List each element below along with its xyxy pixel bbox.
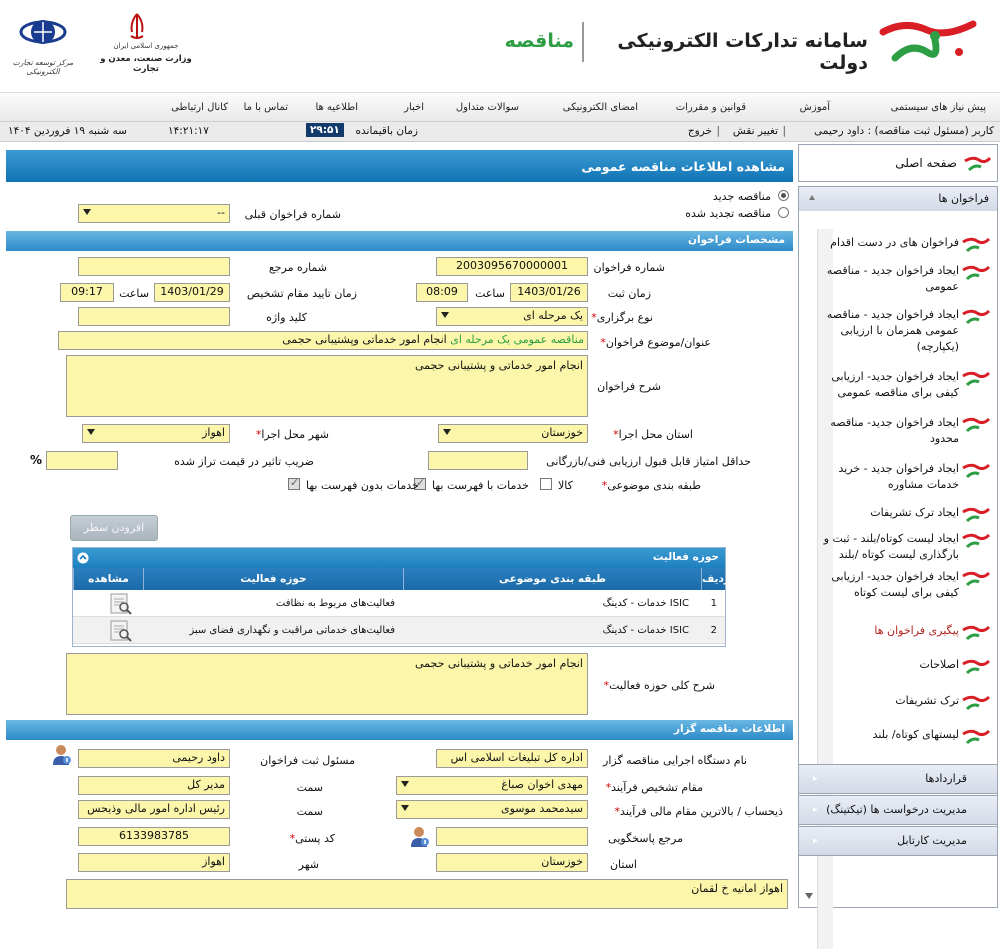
remaining-label: زمان باقیمانده: [355, 125, 418, 137]
sidebar-contracts[interactable]: [798, 764, 998, 794]
authority-select[interactable]: [396, 776, 588, 795]
menu-channel[interactable]: کانال ارتباطی: [171, 102, 228, 113]
activity-desc-textarea[interactable]: انجام امور خدماتی و پشتیبانی حجمی: [66, 653, 588, 715]
hold-type-select[interactable]: [436, 307, 588, 326]
setad-small-logo: [961, 623, 991, 641]
sidebar-item-label: ایجاد لیست کوتاه/بلند - ثبت و بارگذاری لیست کوتاه /بلند: [823, 532, 959, 561]
setad-small-logo: [961, 693, 991, 711]
required-mark: *: [591, 311, 597, 324]
prev-call-select[interactable]: [78, 204, 230, 223]
desc-label: شرح فراخوان: [597, 380, 661, 393]
cat-goods-label: کالا: [558, 479, 573, 492]
setad-small-logo: [961, 727, 991, 745]
site-header: [0, 0, 1000, 93]
menu-laws[interactable]: قوانین و مقررات: [675, 102, 746, 113]
resp-label: مرجع پاسخگویی: [608, 832, 683, 845]
approve-date-field[interactable]: 1403/01/29: [154, 283, 230, 302]
fin-text: ذیحساب / بالاترین مقام مالی فرآیند: [620, 805, 783, 818]
sidebar-item-new-shortlist-quality[interactable]: [813, 569, 993, 601]
radio-renew-label: مناقصه تجدید شده: [685, 207, 771, 220]
ministry-line2: وزارت صنعت، معدن و تجارت: [100, 54, 192, 74]
menu-prereq[interactable]: پیش نیاز های سیستمی: [890, 102, 986, 113]
clock: ۱۴:۲۱:۱۷: [168, 125, 209, 137]
chevron-down-icon: [83, 209, 91, 215]
sidebar-item-label: ایجاد فراخوان جدید- ارزیابی کیفی برای مناقصه عمومی: [831, 370, 959, 399]
logout-link[interactable]: خروج: [687, 125, 712, 137]
activity-grid-header: حوزه فعالیت: [73, 548, 725, 568]
row-field: فعالیت‌های خدماتی مراقبت و نگهداری فضای سبز: [189, 625, 395, 636]
setad-small-logo: [961, 415, 991, 433]
ref-no-label: شماره مرجع: [268, 261, 327, 274]
sidebar-item-new-consulting[interactable]: [813, 461, 993, 493]
row-no: 2: [710, 625, 717, 636]
city-select[interactable]: [82, 424, 230, 443]
category-label: [602, 479, 701, 492]
province-label: [613, 428, 693, 441]
reg-hour-label: ساعت: [475, 287, 505, 300]
city-text: شهر محل اجرا: [261, 428, 329, 441]
call-no-field[interactable]: 2003095670000001: [436, 257, 588, 276]
postal-label: [290, 832, 335, 845]
sidebar-tickets[interactable]: [798, 795, 998, 825]
min-score-field[interactable]: [428, 451, 528, 470]
chevron-up-icon: [809, 195, 815, 200]
org-section-header: اطلاعات مناقصه گزار: [6, 720, 793, 740]
sidebar-item-label: فراخوان های در دست اقدام: [830, 236, 959, 249]
fin-select[interactable]: [396, 800, 588, 819]
top-menu-bar: [0, 94, 1000, 122]
sidebar-home[interactable]: [798, 144, 998, 182]
reg-date-field[interactable]: 1403/01/26: [510, 283, 588, 302]
sidebar-item-waivers[interactable]: [813, 693, 993, 709]
radio-new-tender[interactable]: [778, 190, 789, 201]
date: سه شنبه ۱۹ فروردین ۱۴۰۴: [8, 125, 127, 137]
emblem-icon: [126, 12, 148, 40]
required-mark: *: [601, 479, 608, 492]
city-label: [256, 428, 329, 441]
table-row[interactable]: [73, 590, 725, 617]
required-mark: *: [255, 428, 262, 441]
sidebar-item-label: ایجاد فراخوان جدید- ارزیابی کیفی برای لیست کوتاه: [831, 570, 959, 599]
call-no-label: شماره فراخوان: [593, 261, 665, 274]
setad-small-logo: [961, 657, 991, 675]
menu-faq[interactable]: سوالات متداول: [455, 102, 519, 113]
col-view: مشاهده: [73, 568, 143, 590]
col-category: طبقه بندی موضوعی: [403, 568, 701, 590]
org-province-label: استان: [609, 858, 637, 871]
row-field: فعالیت‌های مربوط به نظافت: [275, 598, 395, 609]
officer-field[interactable]: داود رحیمی: [78, 749, 230, 768]
hold-type-value: یک مرحله ای: [523, 309, 583, 322]
authority-text: مقام تشخیص فرآیند: [611, 781, 703, 794]
scroll-down-icon[interactable]: [805, 893, 813, 899]
sidebar-item-label: ایجاد فراخوان جدید - مناقصه عمومی: [826, 264, 959, 293]
sidebar-item-in-progress[interactable]: [813, 235, 993, 251]
chevron-right-icon: ▸: [813, 836, 818, 846]
sidebar-item-label: اصلاحات: [919, 658, 959, 671]
sidebar-cartable-label: مدیریت کارتابل: [897, 834, 967, 847]
activity-desc-text: شرح کلی حوزه فعالیت: [609, 679, 715, 692]
percent-sign: %: [30, 453, 43, 467]
approve-hour-field[interactable]: 09:17: [60, 283, 114, 302]
required-mark: *: [613, 428, 619, 441]
org-name-field[interactable]: اداره کل تبلیغات اسلامی اس: [436, 749, 588, 768]
cat-nolist-label: خدمات بدون فهرست بها: [306, 479, 419, 492]
sidebar-item-new-public[interactable]: [813, 263, 993, 295]
view-details-icon[interactable]: [109, 593, 133, 615]
authority-label: [606, 781, 703, 794]
subject-label: [600, 336, 711, 349]
row-category: خدمات - کدینگ ISIC: [602, 625, 689, 636]
setad-small-logo: [961, 369, 991, 387]
address-field[interactable]: اهواز امانیه خ لقمان: [66, 879, 788, 909]
reg-hour-field[interactable]: 08:09: [416, 283, 468, 302]
authority-value: مهدی اخوان صباغ: [501, 778, 583, 791]
spec-section-header: مشخصات فراخوان: [6, 231, 793, 251]
setad-small-logo: [961, 263, 991, 281]
reg-time-label: زمان ثبت: [607, 287, 651, 300]
system-title: سامانه تدارکات الکترونیکی دولت: [617, 30, 868, 74]
col-row-no: ردیف: [701, 568, 725, 590]
sidebar-item-track-calls[interactable]: [813, 623, 993, 639]
section-title: مناقصه: [504, 30, 574, 52]
keyword-label: کلید واژه: [266, 311, 307, 324]
page-title: مشاهده اطلاعات مناقصه عمومی: [6, 150, 793, 182]
row-category: خدمات - کدینگ ISIC: [602, 598, 689, 609]
activity-desc-label: [604, 679, 715, 692]
category-text: طبقه بندی موضوعی: [607, 479, 701, 492]
setad-small-logo: [961, 569, 991, 587]
hold-type-label: [591, 311, 653, 324]
coef-field[interactable]: [46, 451, 118, 470]
chevron-down-icon: [87, 429, 95, 435]
coef-label: ضریب تاثیر در قیمت تراز شده: [174, 455, 314, 468]
add-row-button[interactable]: افزودن سطر: [70, 515, 158, 541]
status-sep: |: [716, 125, 720, 137]
fin-label: [615, 805, 783, 818]
role-field[interactable]: مدیر کل: [78, 776, 230, 795]
org-province-field[interactable]: خوزستان: [436, 853, 588, 872]
officer-label: مسئول ثبت فراخوان: [260, 754, 355, 767]
setad-small-logo: [961, 531, 991, 549]
cat-list-label: خدمات با فهرست بها: [432, 479, 529, 492]
required-mark: *: [600, 336, 606, 349]
sidebar-item-label: ترک تشریفات: [895, 694, 959, 707]
sidebar-item-new-quality[interactable]: [813, 369, 993, 401]
approve-time-label: زمان تایید مقام تشخیص: [246, 287, 357, 300]
setad-small-logo: [961, 307, 991, 325]
approve-hour-label: ساعت: [119, 287, 149, 300]
table-row[interactable]: [73, 617, 725, 644]
ministry-logo: [96, 12, 206, 74]
required-mark: *: [603, 679, 610, 692]
setad-small-logo: [961, 461, 991, 479]
chevron-right-icon: ▸: [813, 774, 818, 784]
menu-news[interactable]: اخبار: [404, 102, 424, 113]
change-role-link[interactable]: تغییر نقش: [732, 125, 778, 137]
sidebar-tickets-label: مدیریت درخواست ها (تیکتینگ): [826, 803, 967, 816]
ref-no-field[interactable]: [78, 257, 230, 276]
main-content: [6, 144, 793, 905]
menu-announcements[interactable]: اطلاعیه ها: [315, 102, 358, 113]
prev-call-value: --: [217, 206, 225, 219]
sidebar-contracts-label: قراردادها: [925, 772, 967, 785]
subject-value: انجام امور خدماتی وپشتیبانی حجمی: [282, 333, 447, 346]
sidebar-item-new-waiver[interactable]: [813, 505, 993, 521]
prev-call-label: شماره فراخوان قبلی: [244, 208, 341, 221]
radio-renewed-tender[interactable]: [778, 207, 789, 218]
org-name-label: نام دستگاه اجرایی مناقصه گزار: [603, 754, 747, 767]
sidebar-item-corrections[interactable]: [813, 657, 993, 673]
province-text: استان محل اجرا: [618, 428, 693, 441]
setad-small-logo: [961, 505, 991, 523]
menu-esign[interactable]: امضای الکترونیکی: [562, 102, 638, 113]
sidebar-home-label: صفحه اصلی: [895, 156, 957, 170]
user-status-bar: [0, 122, 1000, 142]
setad-small-logo: [963, 154, 991, 172]
required-mark: *: [614, 805, 621, 818]
chevron-down-icon: [441, 312, 449, 318]
cat-nolist-checkbox[interactable]: [288, 478, 300, 490]
fin-value: سیدمحمد موسوی: [500, 802, 583, 815]
calls-panel-header[interactable]: [799, 187, 997, 211]
header-divider: [582, 22, 584, 62]
ecommerce-center-logo: [8, 10, 78, 76]
status-sep: |: [782, 125, 786, 137]
sidebar-item-shortlists[interactable]: [813, 727, 993, 743]
postal-text: کد پستی: [295, 832, 335, 845]
menu-contact[interactable]: تماس با ما: [243, 102, 288, 113]
sidebar-item-label: ایجاد فراخوان جدید- مناقصه محدود: [830, 416, 959, 445]
required-mark: *: [289, 832, 296, 845]
chevron-down-icon: [443, 429, 451, 435]
org-city-label: شهر: [298, 858, 319, 871]
province-value: خوزستان: [541, 426, 583, 439]
sidebar: [798, 144, 998, 905]
chevron-down-icon: [401, 805, 409, 811]
view-details-icon[interactable]: [109, 620, 133, 642]
keyword-field[interactable]: [78, 307, 230, 326]
calls-header-label: فراخوان ها: [938, 192, 989, 205]
globe-icon: [18, 10, 68, 54]
hold-type-text: نوع برگزاری: [596, 311, 653, 324]
sidebar-item-new-integrated[interactable]: [813, 307, 993, 355]
center-caption: مرکز توسعه تجارت الکترونیکی: [12, 58, 74, 76]
row-no: 1: [710, 598, 717, 609]
sidebar-item-label: پیگیری فراخوان ها: [874, 624, 959, 637]
person-lookup-icon[interactable]: [410, 826, 430, 848]
current-user: کاربر (مسئول ثبت مناقصه) : داود رحیمی: [814, 125, 994, 137]
setad-logo: [875, 12, 985, 72]
sidebar-item-label: ایجاد فراخوان جدید - مناقصه عمومی همزمان با ارزیابی (یکپارچه): [826, 308, 959, 353]
sidebar-item-new-shortlist[interactable]: [813, 531, 993, 563]
chevron-right-icon: ▸: [813, 805, 818, 815]
province-select[interactable]: [438, 424, 588, 443]
sidebar-item-new-limited[interactable]: [813, 415, 993, 447]
desc-textarea[interactable]: انجام امور خدماتی و پشتیبانی حجمی: [66, 355, 588, 417]
postal-field[interactable]: 6133983785: [78, 827, 230, 846]
min-score-label: حداقل امتیاز قابل قبول ارزیابی فنی/بازرگانی: [546, 455, 751, 468]
collapse-icon[interactable]: [77, 552, 89, 564]
chevron-down-icon: [401, 781, 409, 787]
subject-text: عنوان/موضوع فراخوان: [605, 336, 711, 349]
ministry-line1: جمهوری اسلامی ایران: [113, 42, 179, 50]
sidebar-item-label: ایجاد ترک تشریفات: [870, 506, 959, 519]
radio-new-label: مناقصه جدید: [712, 190, 771, 203]
org-city-field[interactable]: اهواز: [78, 853, 230, 872]
required-mark: *: [605, 781, 612, 794]
person-lookup-icon[interactable]: [52, 744, 72, 766]
city-value: اهواز: [202, 426, 225, 439]
resp-field[interactable]: [436, 827, 588, 846]
sidebar-item-label: لیستهای کوتاه/ بلند: [872, 728, 959, 741]
activity-grid: [72, 547, 730, 647]
sidebar-item-label: ایجاد فراخوان جدید - خرید خدمات مشاوره: [838, 462, 959, 491]
subject-prefix: مناقصه عمومی یک مرحله ای: [450, 333, 584, 346]
subject-field[interactable]: [58, 331, 588, 350]
menu-training[interactable]: آموزش: [799, 102, 830, 113]
fin-role-field[interactable]: رئیس اداره امور مالی وذیحس: [78, 800, 230, 819]
col-field: حوزه فعالیت: [143, 568, 403, 590]
session-timer: ۲۹:۵۱: [306, 123, 344, 137]
role-label: سمت: [296, 781, 323, 794]
setad-small-logo: [961, 235, 991, 253]
sidebar-cartable[interactable]: [798, 826, 998, 856]
cat-goods-checkbox[interactable]: [540, 478, 552, 490]
fin-role-label: سمت: [296, 805, 323, 818]
